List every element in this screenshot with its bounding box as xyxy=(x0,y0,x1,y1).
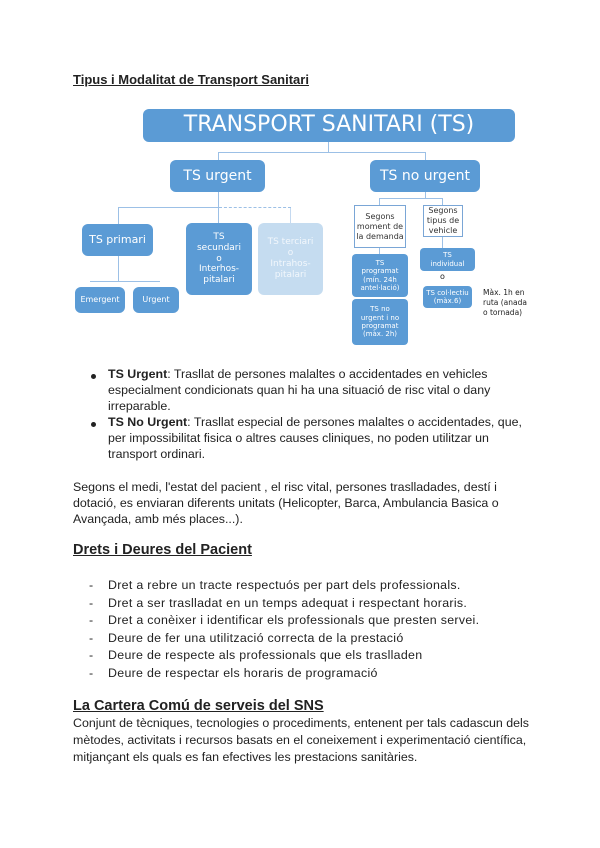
node-emergent: Emergent xyxy=(75,287,125,313)
list-item: Dret a ser traslladat en un temps adequat i respectant horaris. xyxy=(108,596,468,610)
dash-marker: - xyxy=(89,578,94,592)
bullet-ts-no-urgent: TS No Urgent: Trasllat especial de persones malaltes o accidentades, que, xyxy=(108,415,522,429)
node-segons-moment: Segons moment de la demanda xyxy=(354,205,406,248)
node-ts-no-urgent: TS no urgent xyxy=(370,160,480,192)
bullet-line: especialment condicionats quan hi ha una situació de risc vital o dany xyxy=(108,383,491,397)
list-item: Dret a rebre un tracte respectuós per part dels professionals. xyxy=(108,578,461,592)
dash-marker: - xyxy=(89,613,94,627)
node-ts-urgent: TS urgent xyxy=(170,160,265,192)
node-ts-secundari: TS secundari o Interhos- pitalari xyxy=(186,223,252,295)
node-ts-individual: TS individual xyxy=(420,248,475,271)
or-label: o xyxy=(440,272,445,281)
max-note: Màx. 1h en ruta (anada o tornada) xyxy=(483,288,527,318)
bullet-line: per impossibilitat fisica o altres causes cliniques, no poden utilitzar un xyxy=(108,431,489,445)
dash-marker: - xyxy=(89,666,94,680)
bullet-ts-urgent: TS Urgent: Trasllat de persones malaltes o accidentades en vehicles xyxy=(108,367,488,381)
node-ts-programat: TS programat (mín. 24h antel·lació) xyxy=(352,254,408,297)
diagram-root-node: TRANSPORT SANITARI (TS) xyxy=(143,109,515,142)
paragraph-line: Conjunt de tècniques, tecnologies o procediments, entenent per tals cadascun dels xyxy=(73,716,529,730)
section-heading-transport: Tipus i Modalitat de Transport Sanitari xyxy=(73,72,309,87)
bullet-line: transport ordinari. xyxy=(108,447,206,461)
list-item: Dret a conèixer i identificar els professionals que presten servei. xyxy=(108,613,480,627)
paragraph-line: mètodes, activitats i recursos basats en el coneixement i experimentació científica, xyxy=(73,733,527,747)
dash-marker: - xyxy=(89,648,94,662)
paragraph-line: Avançada, amb més places...). xyxy=(73,512,243,526)
list-item: Deure de respectar els horaris de programació xyxy=(108,666,378,680)
paragraph-line: mitjançant els quals es fan efectives les prestacions sanitàries. xyxy=(73,750,418,764)
node-urgent: Urgent xyxy=(133,287,179,313)
list-item: Deure de fer una utilització correcta de la prestació xyxy=(108,631,404,645)
list-item: Deure de respecte als professionals que els traslladen xyxy=(108,648,423,662)
node-segons-tipus: Segons tipus de vehicle xyxy=(423,205,463,237)
node-ts-no-programat: TS no urgent i no programat (màx. 2h) xyxy=(352,299,408,345)
node-ts-collectiu: TS col·lectiu (màx.6) xyxy=(423,286,472,308)
node-ts-terciari: TS terciari o Intrahos- pitalari xyxy=(258,223,323,295)
dash-marker: - xyxy=(89,596,94,610)
paragraph-line: Segons el medi, l'estat del pacient , el risc vital, persones traslladades, destí i xyxy=(73,480,497,494)
section-heading-cartera: La Cartera Comú de serveis del SNS xyxy=(73,698,324,714)
bullet-line: irreparable. xyxy=(108,399,171,413)
node-ts-primari: TS primari xyxy=(82,224,153,256)
dash-marker: - xyxy=(89,631,94,645)
paragraph-line: dotació, es enviaran diferents unitats (Helicopter, Barca, Ambulancia Basica o xyxy=(73,496,499,510)
section-heading-rights: Drets i Deures del Pacient xyxy=(73,542,252,558)
